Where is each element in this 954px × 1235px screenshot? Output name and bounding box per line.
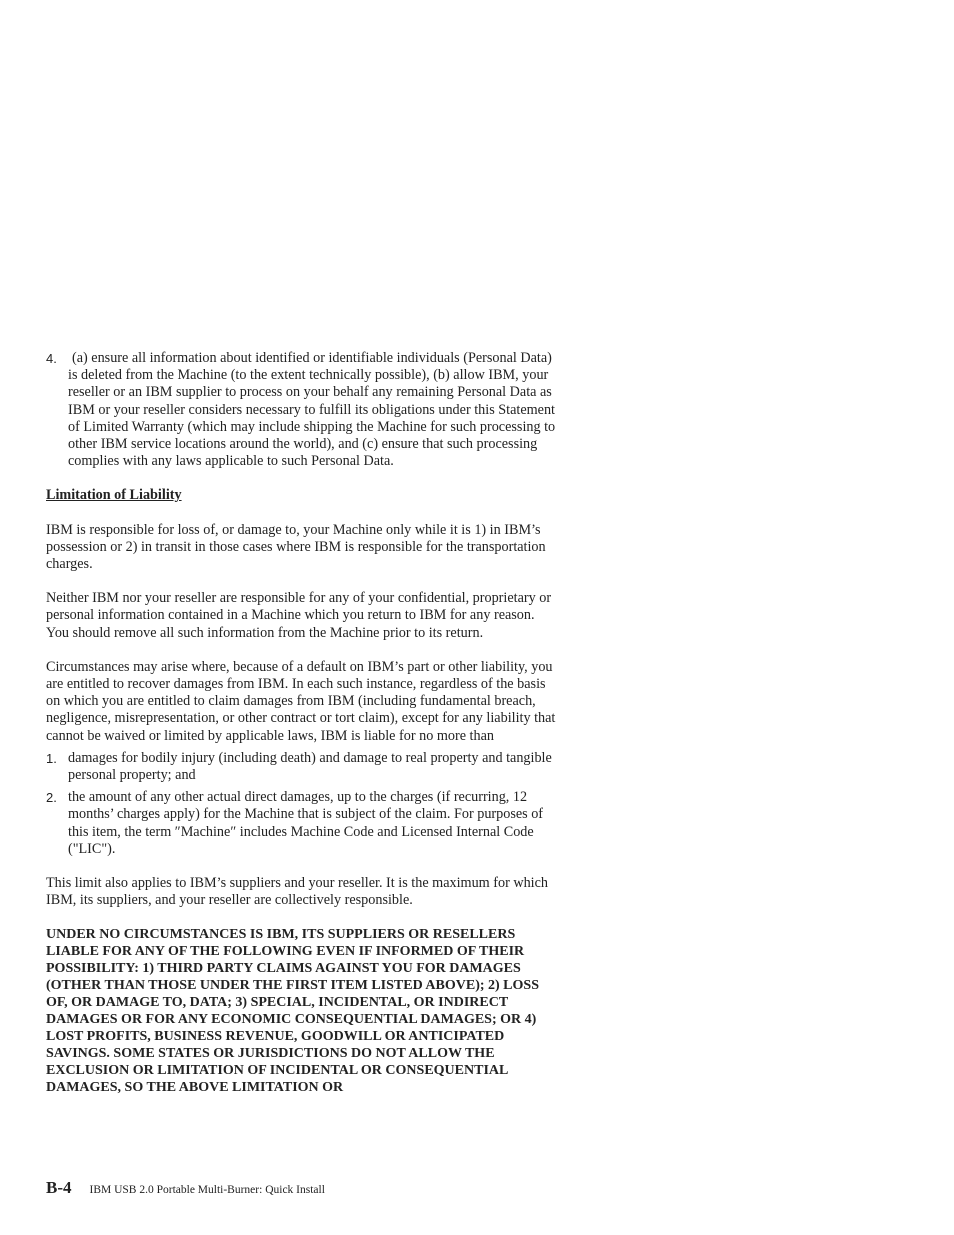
list-item-4 (46, 350, 556, 470)
list-item-2 (46, 789, 556, 858)
page-number: B-4 (46, 1178, 72, 1197)
list-item-text: the amount of any other actual direct damages, up to the charges (if recurring, 12 months’ charges apply) for the Machine that is subject of the claim. For purposes of this item, the term ″Machine″ includes Machine Code and Licensed Internal Code ("LIC"). (68, 789, 544, 857)
page-footer (46, 1178, 325, 1198)
list-item-text: damages for bodily injury (including death) and damage to real property and tangible personal property; and (68, 749, 552, 784)
list-number: 1. (46, 750, 57, 766)
page-body (46, 350, 556, 1096)
list-number: 2. (46, 790, 57, 806)
paragraph-confidential-info: Neither IBM nor your reseller are responsible for any of your confidential, proprietary or personal information contained in a Machine which you return to IBM for any reason. You should remove all such information from the Machine prior to its return. (46, 590, 552, 641)
paragraph-circumstances: Circumstances may arise where, because of a default on IBM’s part or other liability, you are entitled to recover damages from IBM. In each such instance, regardless of the basis on which you are entitled to claim damages from IBM (including fundamental breach, negligence, misrepresentation, or other contract or tort claim), except for any liability that cannot be waived or limited by applicable laws, IBM is liable for no more than (46, 658, 556, 744)
list-item-text: (a) ensure all information about identified or identifiable individuals (Personal Data) is deleted from the Machine (to the extent technically possible), (b) allow IBM, your reseller or an IBM supplier to process on your behalf any remaining Personal Data as IBM or your reseller considers necessary to fulfill its obligations under this Statement of Limited Warranty (which may include shipping the Machine for such processing to other IBM service locations around the world), and (c) ensure that such processing complies with any laws applicable to such Personal Data. (68, 350, 556, 470)
list-item-1 (46, 750, 556, 784)
paragraph-suppliers-limit: This limit also applies to IBM’s suppliers and your reseller. It is the maximum for which IBM, its suppliers, and your reseller are collectively responsible. (46, 875, 549, 909)
footer-title: IBM USB 2.0 Portable Multi-Burner: Quick Install (89, 1184, 325, 1196)
list-number: 4. (46, 351, 57, 366)
paragraph-possession: IBM is responsible for loss of, or damage to, your Machine only while it is 1) in IBM’s possession or 2) in transit in those cases where IBM is responsible for the transportation charges. (46, 521, 546, 573)
paragraph-disclaimer-caps: UNDER NO CIRCUMSTANCES IS IBM, ITS SUPPLIERS OR RESELLERS LIABLE FOR ANY OF THE FOLLOWING EVEN IF INFORMED OF THEIR POSSIBILITY: 1) THIRD PARTY CLAIMS AGAINST YOU FOR DAMAGES (OTHER THAN THOSE UNDER THE FIRST ITEM LISTED ABOVE); 2) LOSS OF, OR DAMAGE TO, DATA; 3) SPECIAL, INCIDENTAL, OR INDIRECT DAMAGES OR FOR ANY ECONOMIC CONSEQUENTIAL DAMAGES; OR 4) LOST PROFITS, BUSINESS REVENUE, GOODWILL OR ANTICIPATED SAVINGS. SOME STATES OR JURISDICTIONS DO NOT ALLOW THE EXCLUSION OR LIMITATION OF INCIDENTAL OR CONSEQUENTIAL DAMAGES, SO THE ABOVE LIMITATION OR (46, 927, 539, 1096)
section-heading: Limitation of Liability (46, 487, 182, 504)
